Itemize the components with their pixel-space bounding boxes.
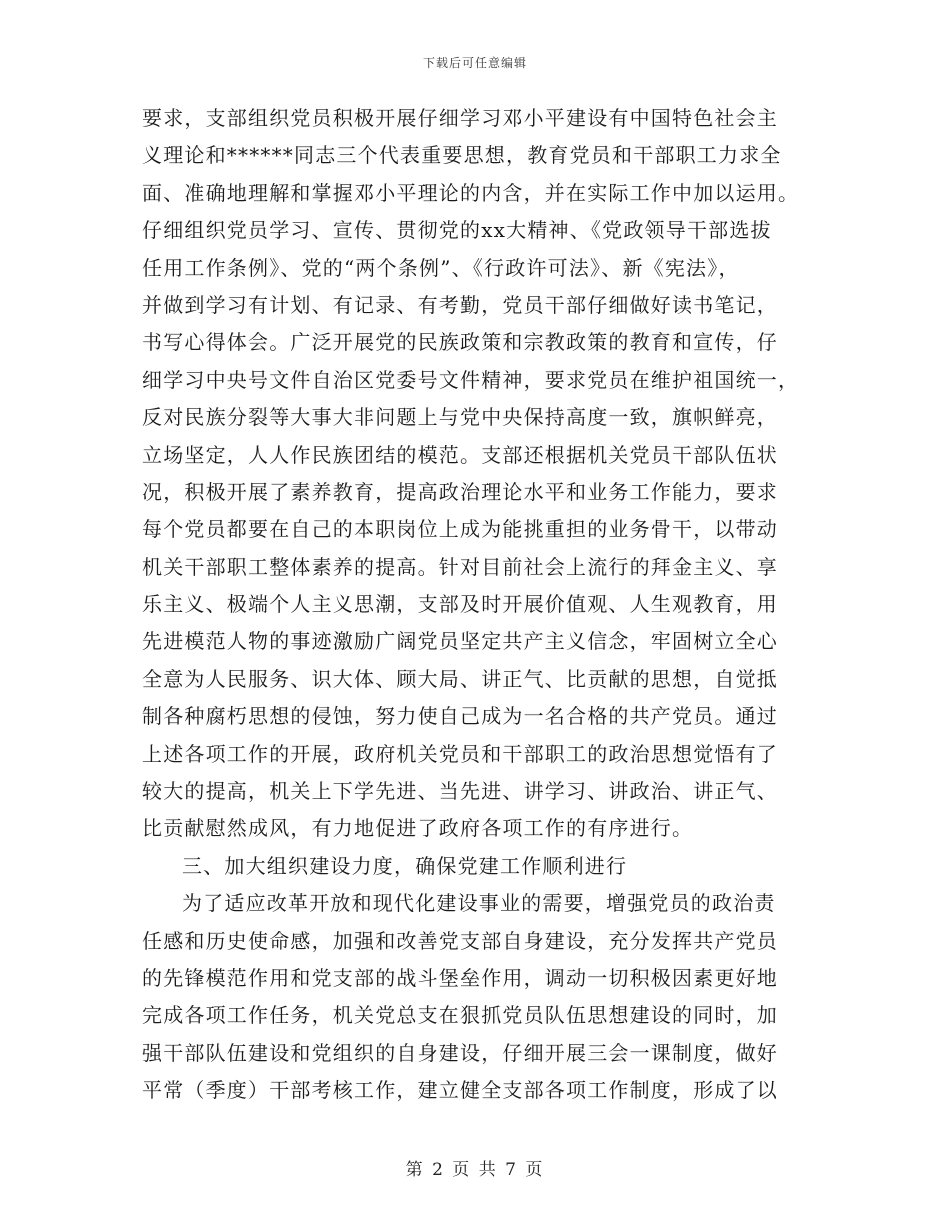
body-line: 并做到学习有计划、有记录、有考勤，党员干部仔细做好读书笔记， bbox=[142, 292, 778, 317]
body-line: 乐主义、极端个人主义思潮，支部及时开展价值观、人生观教育，用 bbox=[142, 592, 778, 617]
body-line: 较大的提高，机关上下学先进、当先进、讲学习、讲政治、讲正气、 bbox=[142, 779, 778, 804]
body-line: 每个党员都要在自己的本职岗位上成为能挑重担的业务骨干，以带动 bbox=[142, 517, 778, 542]
body-line: 机关干部职工整体素养的提高。针对目前社会上流行的拜金主义、享 bbox=[142, 554, 778, 579]
document-body bbox=[142, 100, 812, 1110]
body-line: 平常（季度）干部考核工作，建立健全支部各项工作制度，形成了以 bbox=[142, 1078, 778, 1103]
body-line: 上述各项工作的开展，政府机关党员和干部职工的政治思想觉悟有了 bbox=[142, 741, 778, 766]
body-line: 任感和历史使命感，加强和改善党支部自身建设，充分发挥共产党员 bbox=[142, 928, 778, 953]
body-line: 义理论和******同志三个代表重要思想，教育党员和干部职工力求全 bbox=[142, 143, 782, 168]
body-line: 细学习中央号文件自治区党委号文件精神，要求党员在维护祖国统一， bbox=[142, 367, 800, 392]
body-line: 先进模范人物的事迹激励广阔党员坚定共产主义信念，牢固树立全心 bbox=[142, 629, 778, 654]
body-line: 任用工作条例》、党的“两个条例”、《行政许可法》、新《宪法》， bbox=[142, 255, 740, 280]
body-line: 仔细组织党员学习、宣传、贯彻党的xx大精神、《党政领导干部选拔 bbox=[142, 218, 772, 243]
body-line: 立场坚定，人人作民族团结的模范。支部还根据机关党员干部队伍状 bbox=[142, 442, 778, 467]
body-line: 反对民族分裂等大事大非问题上与党中央保持高度一致，旗帜鲜亮， bbox=[142, 405, 778, 430]
section-heading: 三、加大组织建设力度，确保党建工作顺利进行 bbox=[182, 853, 628, 878]
body-line: 比贡献慰然成风，有力地促进了政府各项工作的有序进行。 bbox=[142, 816, 694, 841]
body-line: 全意为人民服务、识大体、顾大局、讲正气、比贡献的思想，自觉抵 bbox=[142, 666, 778, 691]
body-line: 为了适应改革开放和现代化建设事业的需要，增强党员的政治责 bbox=[182, 891, 776, 916]
body-line: 的先锋模范作用和党支部的战斗堡垒作用，调动一切积极因素更好地 bbox=[142, 965, 778, 990]
body-line: 强干部队伍建设和党组织的自身建设，仔细开展三会一课制度，做好 bbox=[142, 1040, 778, 1065]
body-line: 完成各项工作任务，机关党总支在狠抓党员队伍思想建设的同时，加 bbox=[142, 1003, 778, 1028]
body-line: 制各种腐朽思想的侵蚀，努力使自己成为一名合格的共产党员。通过 bbox=[142, 704, 778, 729]
body-line: 面、准确地理解和掌握邓小平理论的内含，并在实际工作中加以运用。 bbox=[142, 180, 800, 205]
body-line: 况，积极开展了素养教育，提高政治理论水平和业务工作能力，要求 bbox=[142, 479, 778, 504]
page-header: 下载后可任意编辑 bbox=[422, 56, 527, 70]
body-line: 要求，支部组织党员积极开展仔细学习邓小平建设有中国特色社会主 bbox=[142, 106, 778, 130]
page-number: 第 2 页 共 7 页 bbox=[405, 1160, 545, 1180]
body-line: 书写心得体会。广泛开展党的民族政策和宗教政策的教育和宣传，仔 bbox=[142, 330, 778, 355]
